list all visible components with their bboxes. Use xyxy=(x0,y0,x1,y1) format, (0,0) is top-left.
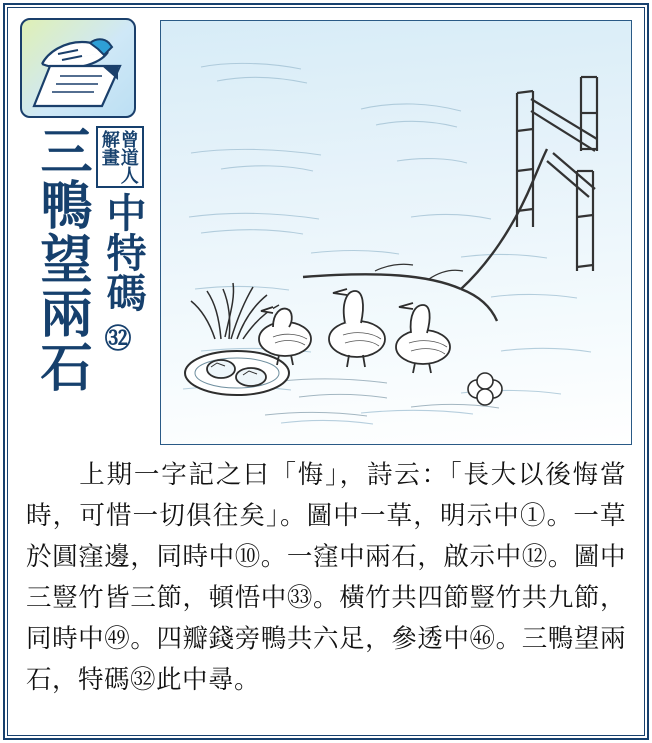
three-ducks-two-stones-drawing xyxy=(161,21,631,444)
author-stamp-label: 曾道人解畫 xyxy=(98,130,139,184)
article-body: 上期一字記之曰「悔」，詩云：「長大以後悔當時，可惜一切俱往矣」。圖中一草，明示中①。一草於圓窪邊，同時中⑩。一窪中兩石，啟示中⑫。圖中三豎竹皆三節，頓悟中㉝。橫竹共四節豎竹共九節，同時中㊾。四瓣錢旁鴨共六足，參透中㊻。三鴨望兩石，特碼㉜此中尋。 xyxy=(26,460,626,695)
paper-glyph xyxy=(32,60,124,110)
special-number-badge: ㉜ xyxy=(104,324,132,355)
subtitle: 中特碼 xyxy=(100,192,147,312)
author-stamp xyxy=(96,126,144,188)
page-title: 三鴨望兩石 xyxy=(31,124,92,394)
hand-writing-icon xyxy=(20,18,136,118)
title-column xyxy=(12,12,152,442)
illustration-panel xyxy=(160,20,632,445)
